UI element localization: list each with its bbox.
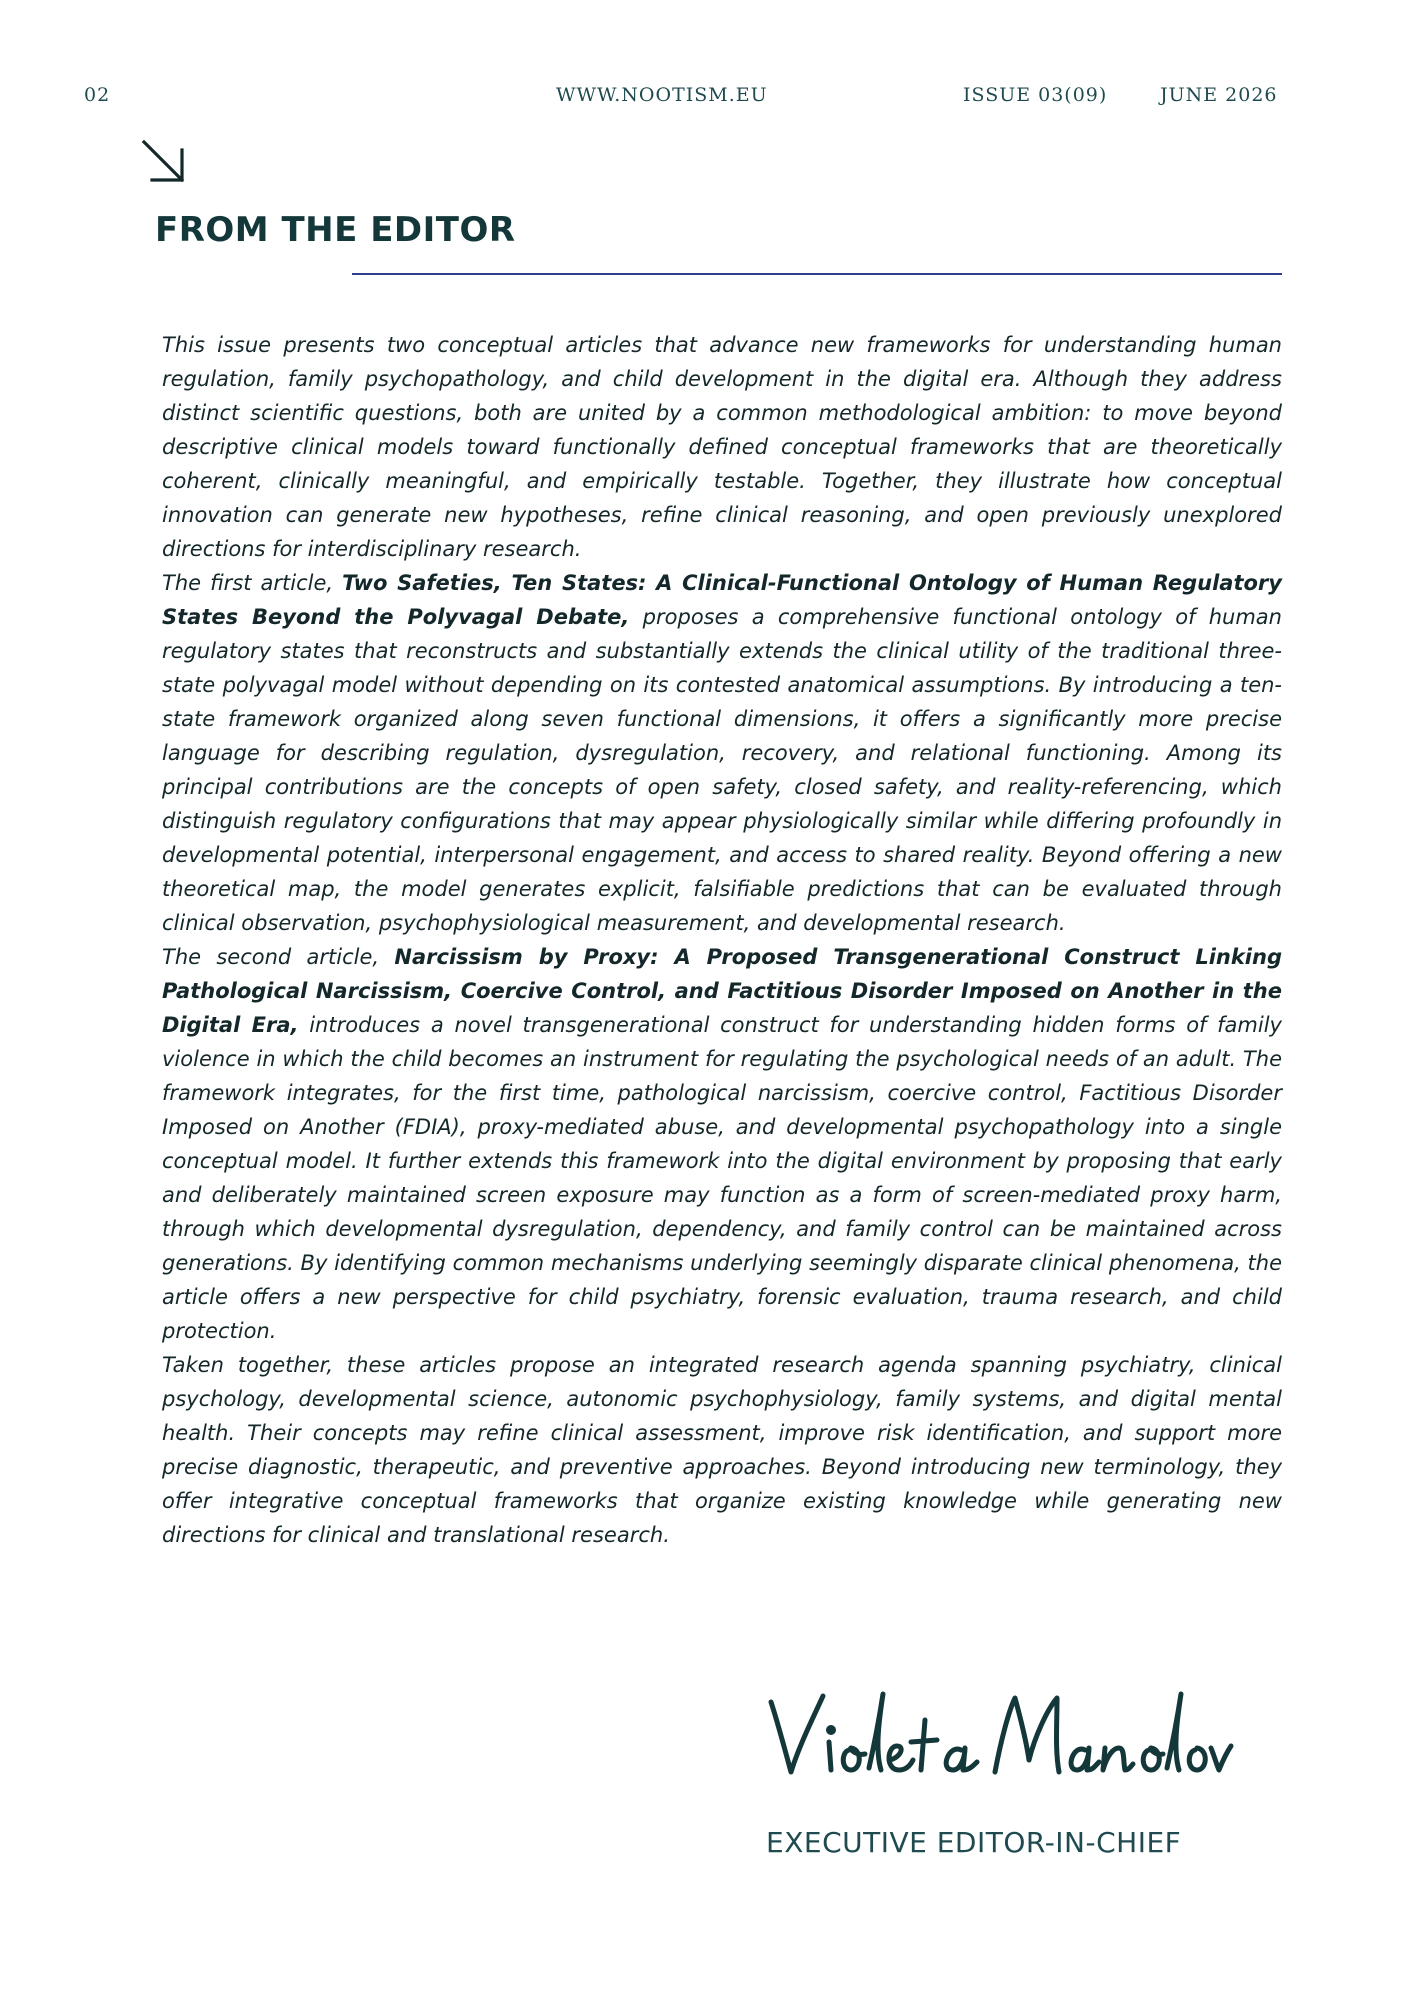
section-title: FROM THE EDITOR: [155, 210, 516, 250]
editorial-body: [162, 328, 1282, 1552]
handwritten-signature: [765, 1680, 1235, 1790]
editor-role: EXECUTIVE EDITOR-IN-CHIEF: [766, 1826, 1182, 1859]
issue-date: JUNE 2026: [1160, 84, 1278, 106]
paragraph-first-article: [162, 566, 1282, 940]
paragraph-conclusion: Taken together, these articles propose an integrated research agenda spanning psychiatry, clinical psychology, developmental science, autonomic psychophysiology, family systems, and digital mental health. Their concepts may refine clinical assessment, improve risk identification, and support more precise diagnostic, therapeutic, and preventive approaches. Beyond introducing new terminology, they offer integrative conceptual frameworks that organize existing knowledge while generating new directions for clinical and translational research.: [162, 1353, 1282, 1547]
issue-number: ISSUE 03(09): [963, 84, 1108, 106]
paragraph-second-article: [162, 940, 1282, 1348]
paragraph-text: introduces a novel transgenerational construct for understanding hidden forms of family violence in which the child becomes an instrument for regulating the psychological needs of an adult. The framework integrates, for the first time, pathological narcissism, coercive control, Factitious Disorder Imposed on Another (FDIA), proxy-mediated abuse, and developmental psychopathology into a single conceptual model. It further extends this framework into the digital environment by proposing that early and deliberately maintained screen exposure may function as a form of screen-mediated proxy harm, through which developmental dysregulation, dependency, and family control can be maintained across generations. By identifying common mechanisms underlying seemingly disparate clinical phenomena, the article offers a new perspective for child psychiatry, forensic evaluation, trauma research, and child protection.: [162, 1013, 1282, 1343]
paragraph-lead: The first article,: [162, 571, 343, 595]
paragraph-lead: The second article,: [162, 945, 395, 969]
website-url: WWW.NOOTISM.EU: [556, 84, 768, 106]
paragraph-intro: This issue presents two conceptual articles that advance new frameworks for understanding human regulation, family psychopathology, and child development in the digital era. Although they address distinct scientific questions, both are united by a common methodological ambition: to move beyond descriptive clinical models toward functionally defined conceptual frameworks that are theoretically coherent, clinically meaningful, and empirically testable. Together, they illustrate how conceptual innovation can generate new hypotheses, refine clinical reasoning, and open previously unexplored directions for interdisciplinary research.: [162, 333, 1282, 561]
arrow-down-right-icon: [140, 138, 188, 186]
page-number: 02: [84, 84, 111, 106]
paragraph-text: proposes a comprehensive functional ontology of human regulatory states that reconstructs and substantially extends the clinical utility of the traditional three-state polyvagal model without depending on its contested anatomical assumptions. By introducing a ten-state framework organized along seven functional dimensions, it offers a significantly more precise language for describing regulation, dysregulation, recovery, and relational functioning. Among its principal contributions are the concepts of open safety, closed safety, and reality-referencing, which distinguish regulatory configurations that may appear physiologically similar while differing profoundly in developmental potential, interpersonal engagement, and access to shared reality. Beyond offering a new theoretical map, the model generates explicit, falsifiable predictions that can be evaluated through clinical observation, psychophysiological measurement, and developmental research.: [162, 605, 1282, 935]
article-title: Narcissism by Proxy: A Proposed Transgenerational Construct Linking Pathological Narcissism, Coercive Control, and Factitious Disorder Imposed on Another in the Digital Era,: [162, 945, 1282, 1037]
title-divider: [352, 273, 1282, 275]
article-title: Two Safeties, Ten States: A Clinical-Functional Ontology of Human Regulatory States Beyond the Polyvagal Debate,: [162, 571, 1282, 629]
